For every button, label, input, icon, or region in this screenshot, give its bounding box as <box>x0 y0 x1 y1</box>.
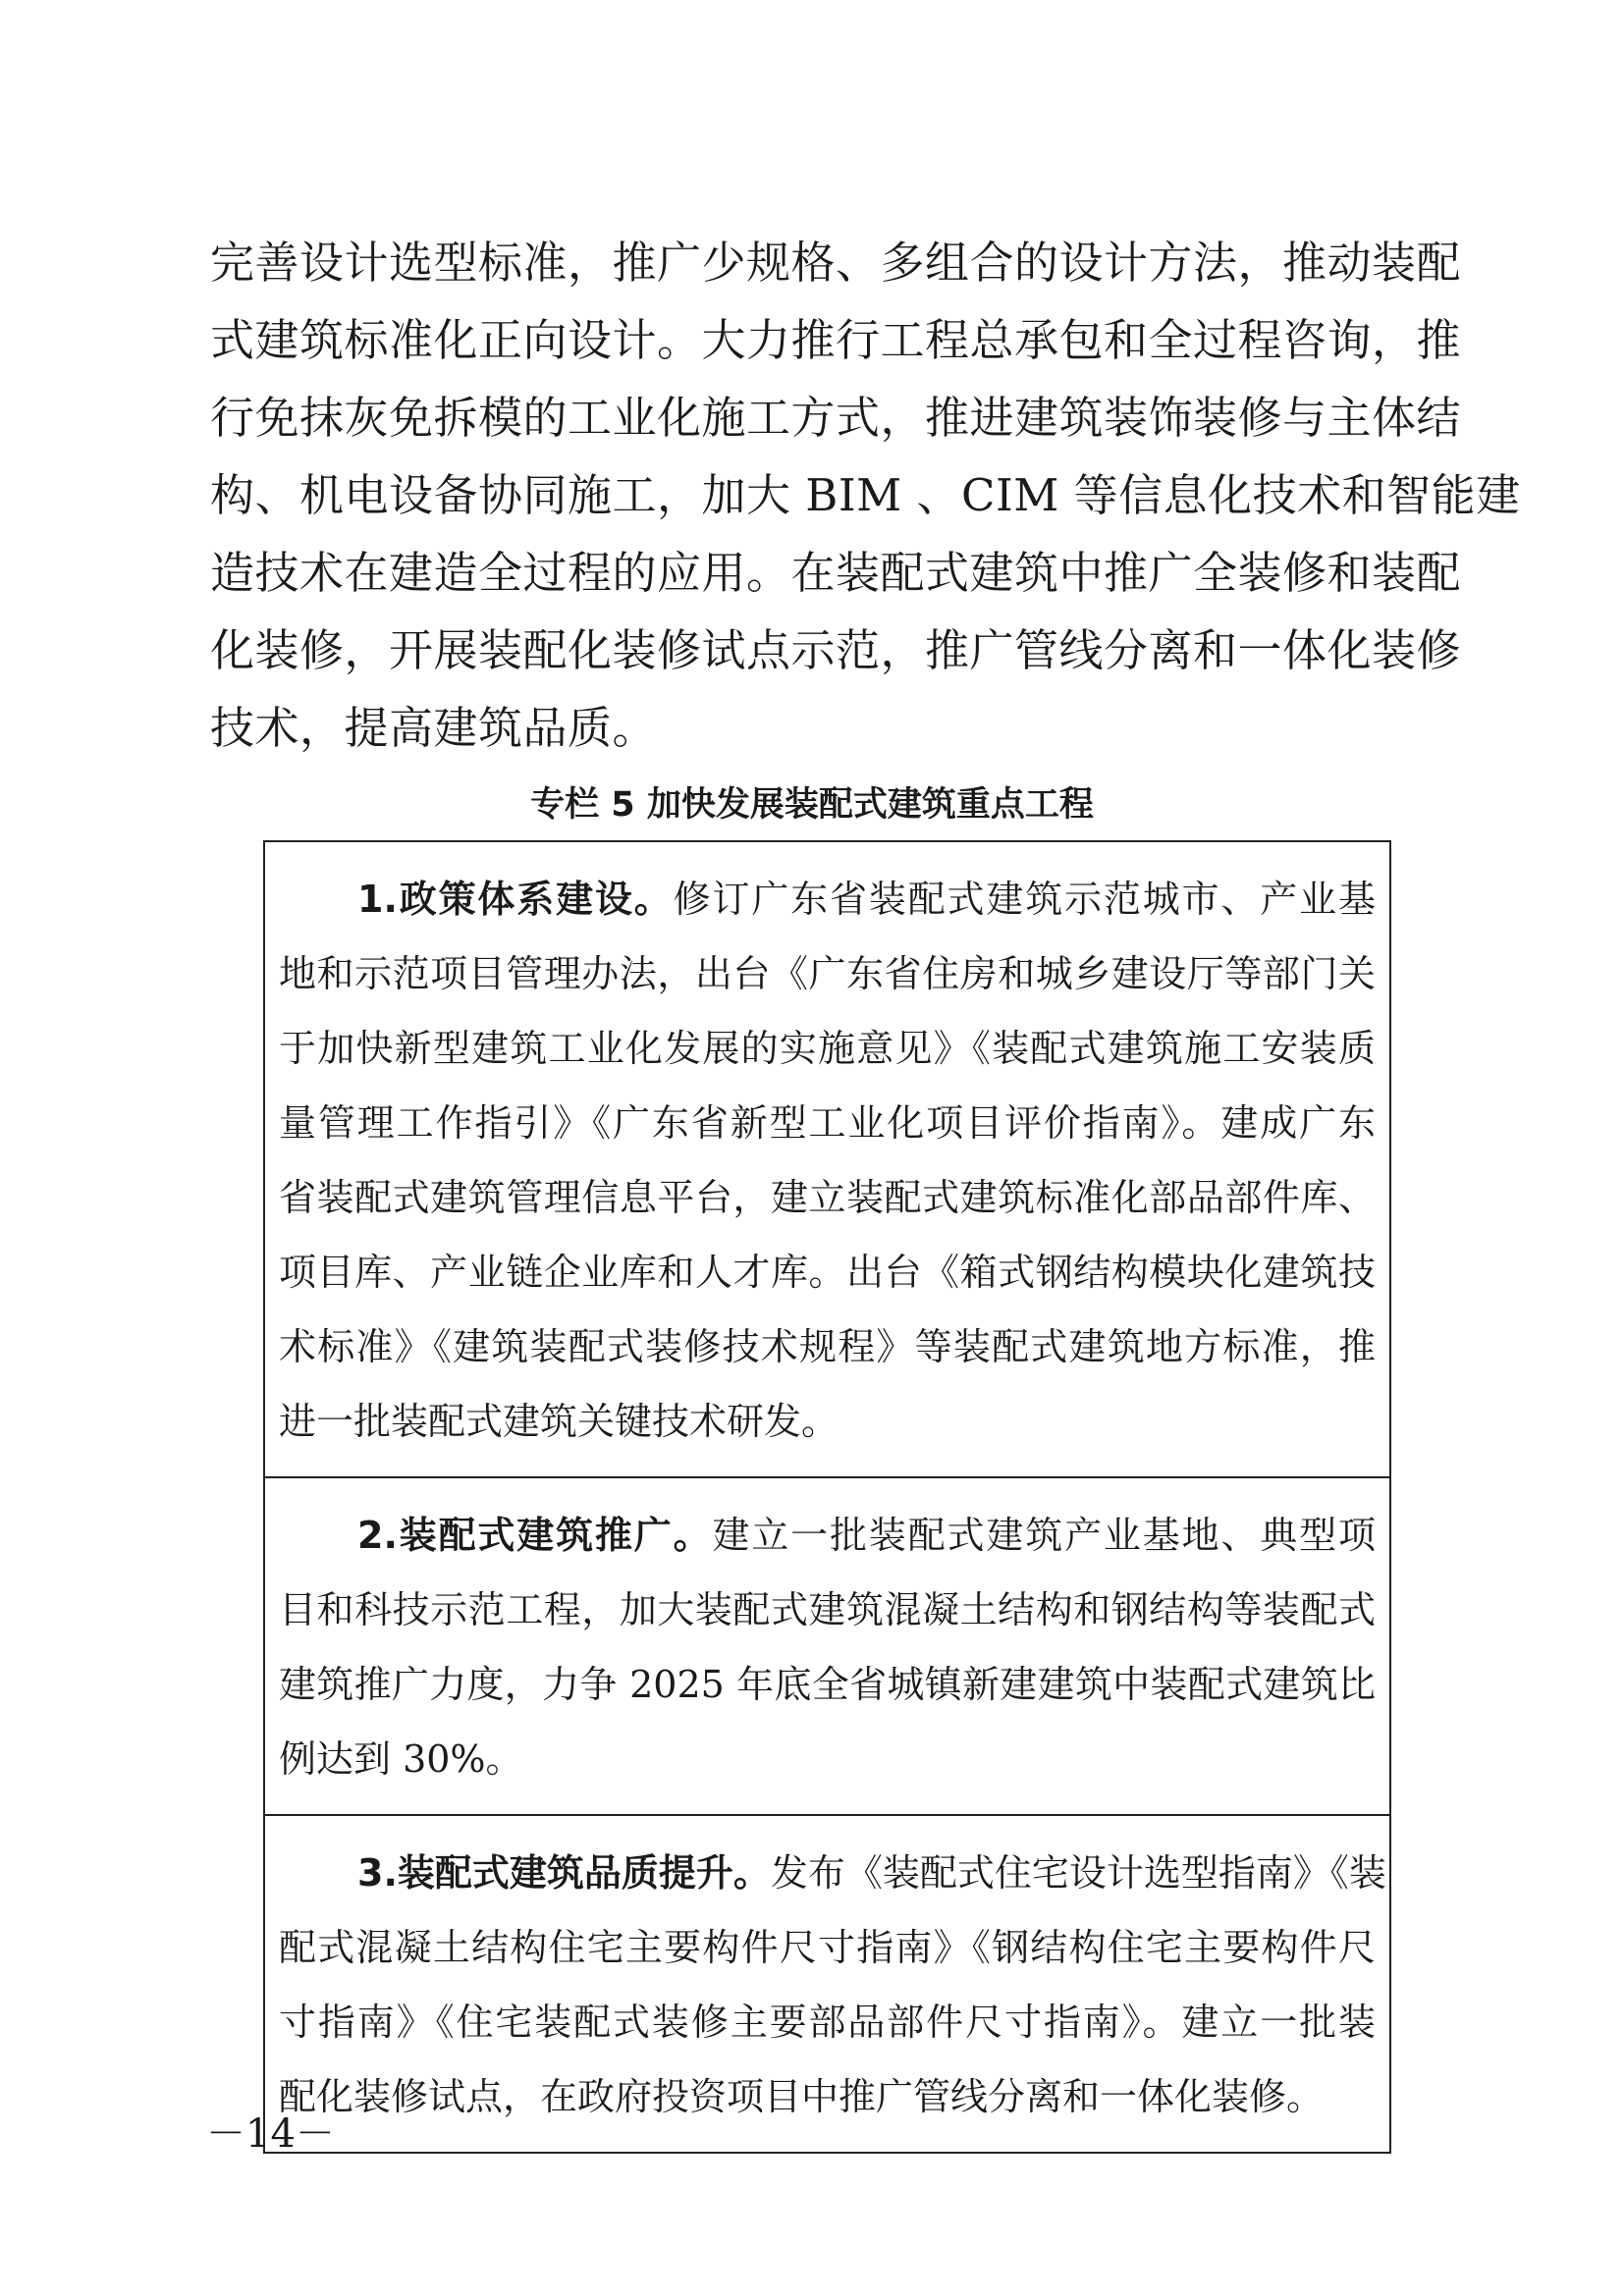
intro-line: 技术，提高建筑品质。 <box>210 702 658 754</box>
item-line: 目和科技示范工程，加大装配式建筑混凝土结构和钢结构等装配式 <box>279 1588 1376 1631</box>
item-title: 1.政策体系建设。 <box>357 878 674 921</box>
item-line: 寸指南》《住宅装配式装修主要部品部件尺寸指南》。建立一批装 <box>279 2001 1376 2044</box>
item-first-line <box>279 862 1376 936</box>
intro-line: 构、机电设备协同施工，加大 BIM 、CIM 等信息化技术和智能建 <box>210 469 1521 521</box>
item-line: 量管理工作指引》《广东省新型工业化项目评价指南》。建成广东 <box>279 1101 1376 1145</box>
box-item-promotion <box>265 1476 1389 1814</box>
intro-line: 行免抹灰免拆模的工业化施工方式，推进建筑装饰装修与主体结 <box>210 392 1462 444</box>
item-text: 发布《装配式住宅设计选型指南》《装 <box>770 1851 1386 1895</box>
box-item-quality <box>265 1814 1389 2152</box>
item-title: 2.装配式建筑推广。 <box>357 1514 713 1557</box>
page-number: －14－ <box>206 2111 335 2157</box>
intro-line: 完善设计选型标准，推广少规格、多组合的设计方法，推动装配 <box>210 237 1462 289</box>
intro-paragraph <box>210 224 1521 767</box>
item-text: 修订广东省装配式建筑示范城市、产业基 <box>673 878 1376 921</box>
item-title: 3.装配式建筑品质提升。 <box>357 1851 771 1895</box>
item-text: 建立一批装配式建筑产业基地、典型项 <box>712 1514 1376 1557</box>
key-projects-box <box>263 840 1391 2154</box>
intro-line: 式建筑标准化正向设计。大力推行工程总承包和全过程咨询，推 <box>210 314 1462 366</box>
item-line: 术标准》《建筑装配式装修技术规程》等装配式建筑地方标准，推 <box>279 1325 1376 1368</box>
box-title: 专栏 5 加快发展装配式建筑重点工程 <box>530 785 1094 825</box>
intro-line: 造技术在建造全过程的应用。在装配式建筑中推广全装修和装配 <box>210 547 1462 599</box>
item-line: 建筑推广力度，力争 2025 年底全省城镇新建建筑中装配式建筑比 <box>279 1663 1376 1706</box>
item-line: 于加快新型建筑工业化发展的实施意见》《装配式建筑施工安装质 <box>279 1027 1376 1070</box>
item-line: 配化装修试点，在政府投资项目中推广管线分离和一体化装修。 <box>279 2075 1325 2118</box>
item-line: 地和示范项目管理办法，出台《广东省住房和城乡建设厅等部门关 <box>279 952 1376 995</box>
item-first-line <box>279 1836 1386 1910</box>
item-line: 项目库、产业链企业库和人才库。出台《箱式钢结构模块化建筑技 <box>279 1251 1376 1294</box>
item-line: 进一批装配式建筑关键技术研发。 <box>279 1400 839 1443</box>
box-item-policy-system <box>265 842 1389 1476</box>
item-line: 例达到 30%。 <box>279 1737 523 1781</box>
item-line: 配式混凝土结构住宅主要构件尺寸指南》《钢结构住宅主要构件尺 <box>279 1926 1376 1969</box>
item-line: 省装配式建筑管理信息平台，建立装配式建筑标准化部品部件库、 <box>279 1176 1376 1219</box>
intro-line: 化装修，开展装配化装修试点示范，推广管线分离和一体化装修 <box>210 624 1462 676</box>
item-first-line <box>279 1498 1376 1573</box>
